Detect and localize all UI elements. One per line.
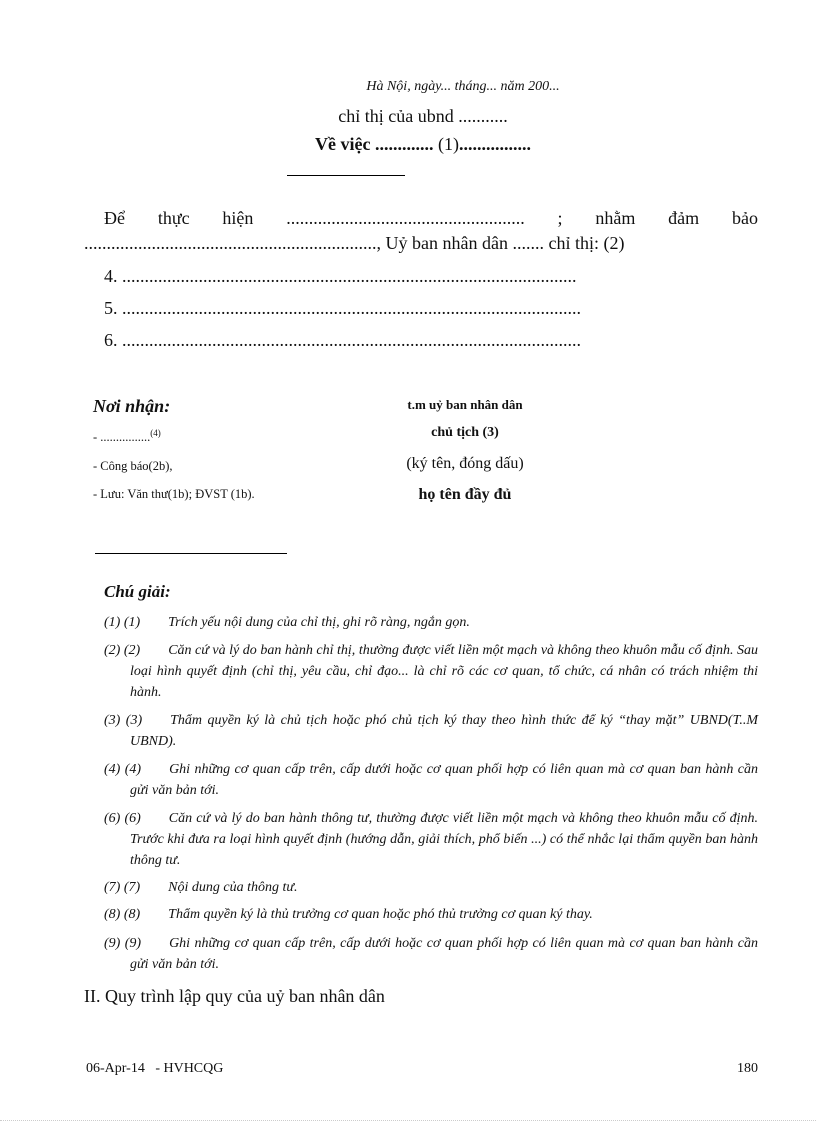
document-title: chỉ thị của ubnd ........... [338, 106, 508, 126]
note-label: (7) (7) [104, 880, 141, 895]
footer-left: 06-Apr-14 - HVHCQG [86, 1061, 224, 1076]
notes-title: Chú giải: [104, 582, 171, 601]
note-item [104, 933, 758, 975]
note-text: Thẩm quyền ký là thủ trưởng cơ quan hoặc phó thủ trưởng cơ quan ký thay. [168, 907, 593, 922]
notes-divider [95, 553, 287, 554]
signature-role: chủ tịch (3) [431, 425, 499, 440]
note-text: Trích yếu nội dung của chỉ thị, ghi rõ ràng, ngắn gọn. [168, 615, 470, 630]
note-item [104, 710, 758, 752]
document-date: Hà Nội, ngày... tháng... năm 200... [366, 79, 560, 94]
signature-org: t.m uỷ ban nhân dân [407, 397, 523, 412]
note-label: (3) (3) [104, 713, 143, 728]
intro-line-2: ................................................................., Uỷ ban nhân dân ....... chỉ thị: (2) [84, 233, 625, 253]
title-divider [287, 175, 405, 176]
note-text: Ghi những cơ quan cấp trên, cấp dưới hoặc cơ quan phối hợp có liên quan mà cơ quan ban hành cần gửi văn bản tới. [130, 762, 758, 798]
page-number: 180 [737, 1061, 758, 1076]
subject-part2: ................ [458, 134, 531, 154]
page-bottom-divider [0, 1120, 816, 1121]
recipients-title: Nơi nhận: [93, 396, 171, 416]
list-item: 6. ...................................................................................................... [104, 330, 581, 350]
note-text: Nội dung của thông tư. [168, 880, 298, 895]
subject-part1: Về việc ............. [315, 134, 434, 154]
list-item: 4. ..................................................................................................... [104, 266, 577, 286]
recipient-line: - Lưu: Văn thư(1b); ĐVST (1b). [93, 487, 255, 501]
note-text: Căn cứ và lý do ban hành chỉ thị, thường được viết liền một mạch và không theo khuôn mẫu cố định. Sau loại hình quyết định (chỉ thị, yêu cầu, chỉ đạo... là chỉ rõ các cơ quan, tổ chức, cá nhân có trách nhiệm thi hành. [130, 643, 758, 700]
section-heading: II. Quy trình lập quy của uỷ ban nhân dân [84, 986, 385, 1006]
note-text: Thẩm quyền ký là chủ tịch hoặc phó chủ tịch ký thay theo hình thức để ký “thay mặt” UBND(T..M UBND). [130, 713, 758, 749]
note-item [104, 759, 758, 801]
subject-number: (1) [433, 134, 459, 154]
note-label: (9) (9) [104, 936, 142, 951]
document-subject [0, 134, 816, 155]
note-text: Căn cứ và lý do ban hành thông tư, thường được viết liền một mạch và không theo khuôn mẫu cố định. Trước khi đưa ra loại hình quyết định (hướng dẫn, giải thích, phổ biến ...) có thể nhắc lại thẩm quyền ban hành thông tư. [130, 811, 758, 868]
recipient-line [93, 428, 161, 445]
note-item [104, 904, 758, 925]
recipient-line: - Công báo(2b), [93, 459, 173, 473]
note-item [104, 612, 758, 633]
recipient-footnote: (4) [150, 428, 161, 438]
recipient-placeholder: - ................ [93, 430, 151, 445]
note-label: (6) (6) [104, 811, 141, 826]
list-item: 5. ...................................................................................................... [104, 298, 581, 318]
signature-instruction: (ký tên, đóng dấu) [406, 455, 524, 472]
note-item [104, 808, 758, 871]
note-text: Ghi những cơ quan cấp trên, cấp dưới hoặc cơ quan phối hợp có liên quan mà cơ quan ban hành cần gửi văn bản tới. [130, 936, 758, 972]
note-label: (2) (2) [104, 643, 141, 658]
signature-name: họ tên đầy đủ [418, 486, 512, 503]
intro-line-1: Để thực hiện ..................................................... ; nhằm đảm bảo [104, 208, 758, 228]
note-label: (1) (1) [104, 615, 141, 630]
note-label: (8) (8) [104, 907, 141, 922]
note-item [104, 640, 758, 703]
note-label: (4) (4) [104, 762, 142, 777]
note-item [104, 877, 758, 898]
